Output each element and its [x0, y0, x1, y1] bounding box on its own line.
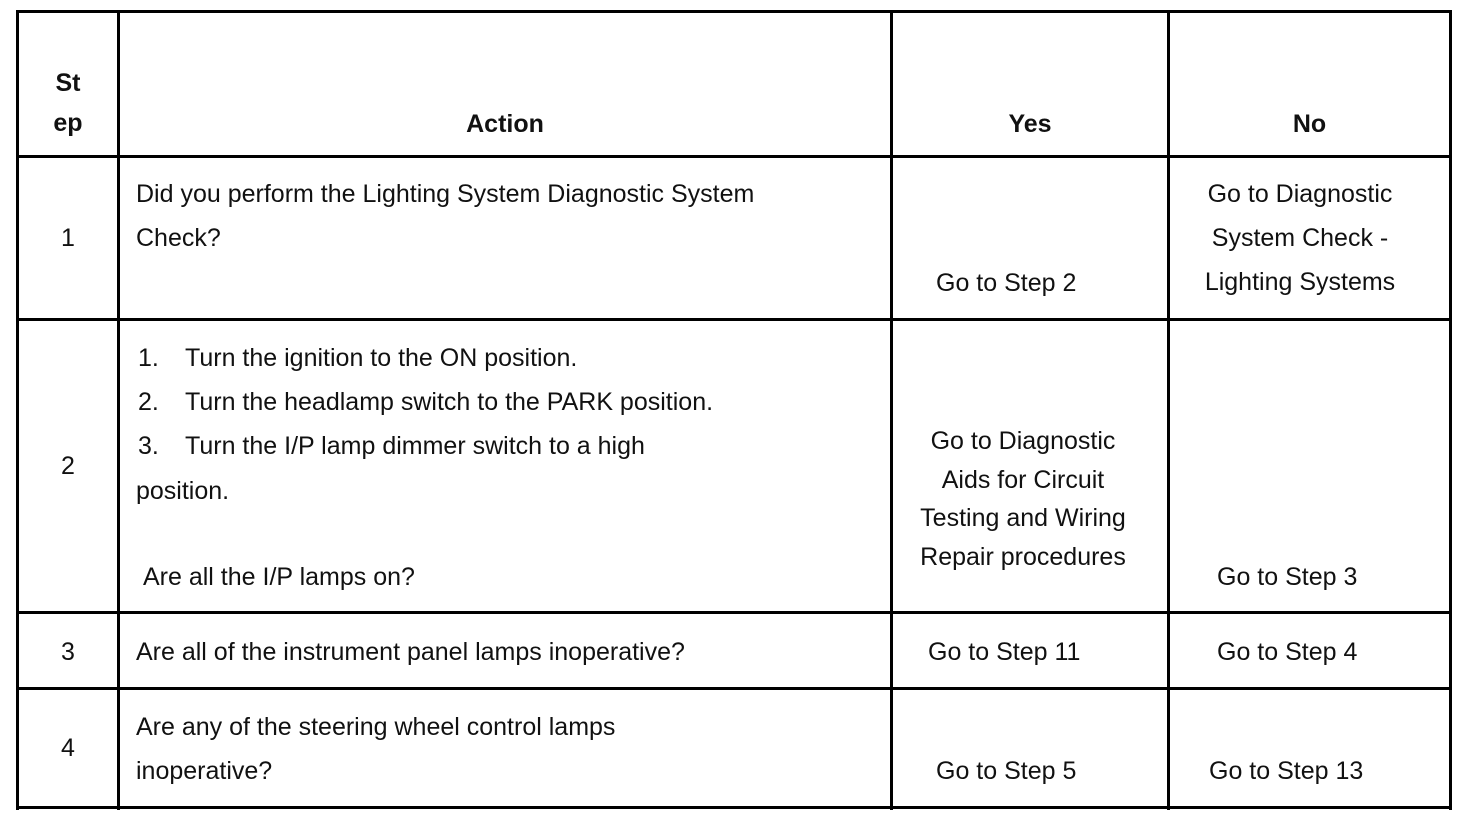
action-text: Are any of the steering wheel control lamps inoperative?: [136, 713, 616, 785]
action-step-number: 1.: [138, 344, 159, 372]
action-step-number: 2.: [138, 388, 159, 416]
row-divider: [16, 611, 1452, 614]
diagnostic-table: [16, 10, 1452, 810]
table-border-bottom: [16, 806, 1452, 809]
header-yes: Yes: [1008, 110, 1052, 138]
action-text: Are all of the instrument panel lamps inoperative?: [136, 638, 685, 666]
yes-result: Go to Step 5: [936, 757, 1077, 785]
header-divider: [16, 155, 1452, 158]
yes-result: Go to Diagnostic Aids for Circuit Testing and Wiring Repair procedures: [920, 427, 1126, 571]
action-text: Did you perform the Lighting System Diagnostic System Check?: [136, 180, 755, 252]
row-divider: [16, 687, 1452, 690]
step-number: 3: [61, 638, 75, 666]
action-question: Are all the I/P lamps on?: [143, 563, 415, 591]
step-number: 1: [61, 224, 75, 252]
action-step-text: Turn the I/P lamp dimmer switch to a high: [185, 432, 645, 460]
no-result: Go to Step 3: [1217, 563, 1358, 591]
table-border-right: [1449, 10, 1452, 810]
table-border-top: [16, 10, 1452, 13]
action-text-continued: position.: [136, 477, 230, 505]
no-result: Go to Step 13: [1209, 757, 1364, 785]
yes-result: Go to Step 2: [936, 269, 1077, 297]
row-divider: [16, 318, 1452, 321]
header-step: St ep: [53, 69, 83, 137]
action-step-number: 3.: [138, 432, 159, 460]
action-step-text: Turn the headlamp switch to the PARK position.: [185, 388, 714, 416]
no-result: Go to Diagnostic System Check - Lighting Systems: [1204, 180, 1396, 296]
yes-result: Go to Step 11: [928, 638, 1081, 666]
no-result: Go to Step 4: [1217, 638, 1358, 666]
header-no: No: [1292, 110, 1327, 138]
action-step-text: Turn the ignition to the ON position.: [185, 344, 578, 372]
step-number: 2: [61, 452, 75, 480]
header-action: Action: [466, 110, 544, 138]
step-number: 4: [61, 734, 75, 762]
